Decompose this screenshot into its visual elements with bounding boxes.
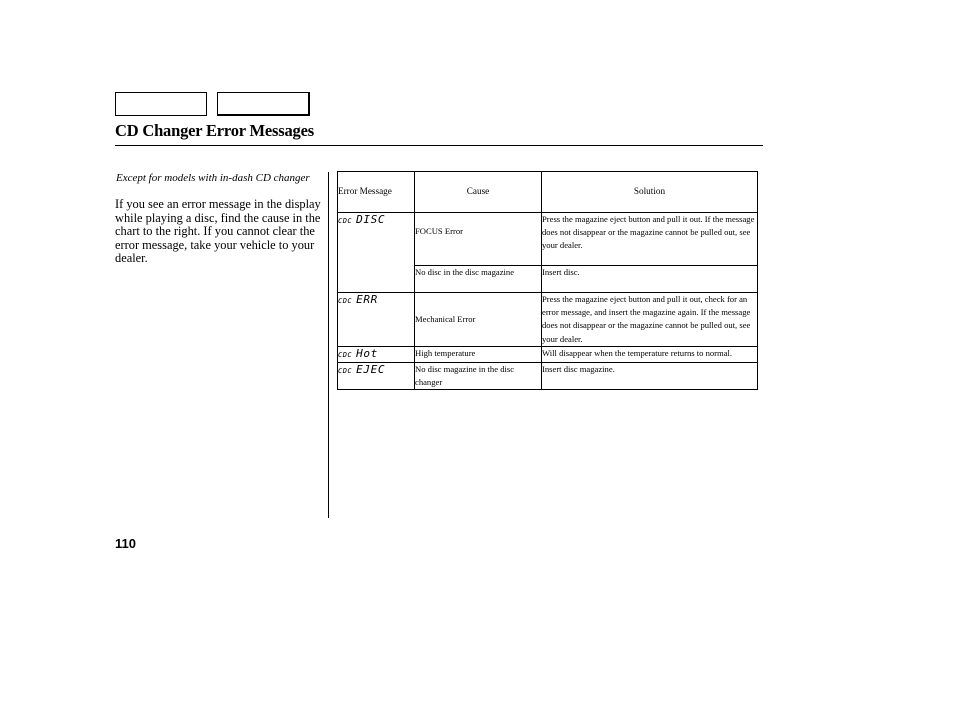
cause-cell: No disc in the disc magazine [415,266,542,293]
solution-cell: Press the magazine eject button and pull it out. If the message does not disappear or the magazine cannot be pulled out, see your dealer. [542,213,758,266]
header-error-message: Error Message [338,172,415,213]
error-code-cell [338,293,415,347]
table-row [338,363,758,390]
lcd-prefix: CDC [338,350,353,359]
solution-cell: Press the magazine eject button and pull it out, check for an error message, and insert the magazine again. If the message does not disappear or the magazine cannot be pulled out, see your dealer. [542,293,758,347]
error-code-cell [338,346,415,362]
page-number: 110 [115,536,136,551]
error-code-cell [338,213,415,293]
table-header-row [338,172,758,213]
cause-cell: FOCUS Error [415,213,542,266]
solution-cell: Will disappear when the temperature returns to normal. [542,346,758,362]
cause-cell: No disc magazine in the disc changer [415,363,542,390]
lcd-prefix: CDC [338,217,353,225]
section-title: CD Changer Error Messages [115,121,314,140]
header-cause: Cause [415,172,542,213]
title-rule [115,145,763,146]
header-solution: Solution [542,172,758,213]
column-divider [328,172,329,518]
nav-tab-box-1[interactable] [115,92,207,116]
lcd-display-hot [338,347,378,362]
lcd-display-ejec [338,363,385,378]
lcd-prefix: CDC [338,297,353,305]
lcd-code: Hot [356,346,378,360]
cause-cell: Mechanical Error [415,293,542,347]
lcd-code: ERR [356,293,378,306]
table-row [338,213,758,266]
error-code-cell [338,363,415,390]
cause-cell: High temperature [415,346,542,362]
error-message-table [337,171,758,390]
model-note: Except for models with in-dash CD changer [116,172,310,184]
table-row [338,293,758,347]
instruction-text: If you see an error message in the display while playing a disc, find the cause in the chart to the right. If you cannot clear the error message, take your vehicle to your dealer. [115,197,321,265]
lcd-code: DISC [356,213,386,226]
table-row [338,346,758,362]
lcd-code: EJEC [356,363,386,377]
lcd-display-err [338,293,378,308]
nav-tab-box-2[interactable] [217,92,310,116]
lcd-prefix: CDC [338,367,353,376]
solution-cell: Insert disc magazine. [542,363,758,390]
lcd-display-disc [338,213,385,228]
solution-cell: Insert disc. [542,266,758,293]
